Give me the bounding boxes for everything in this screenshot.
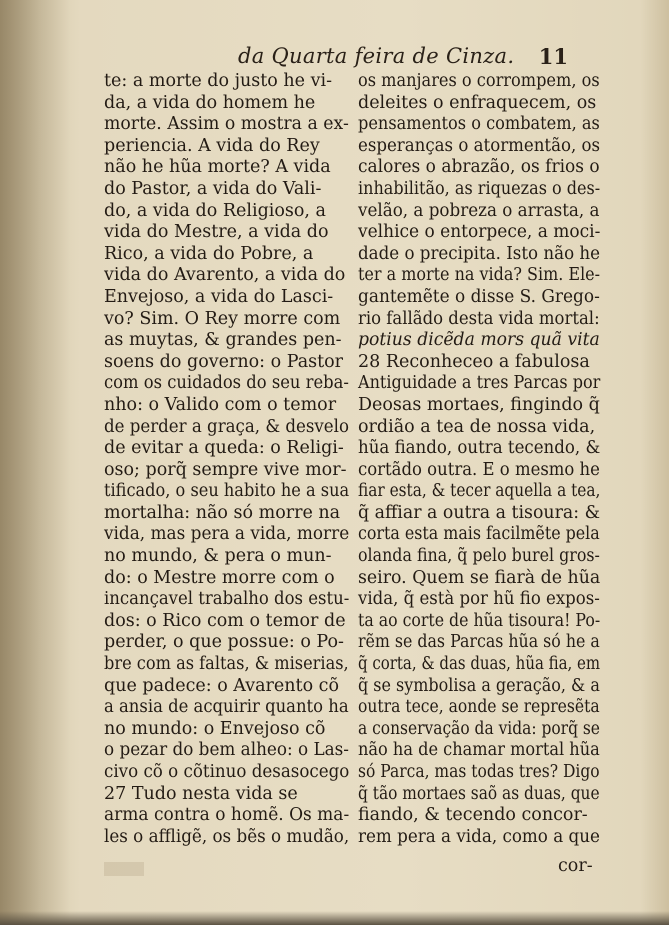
text-line: não he hũa morte? A vida — [104, 157, 331, 178]
text-line: os manjares o corrompem, os — [358, 71, 600, 91]
text-line: ter a morte na vida? Sim. Ele- — [358, 265, 601, 286]
page-bottom-edge — [0, 911, 669, 925]
text-line: velhice o entorpece, a moci- — [358, 222, 601, 243]
text-line: incançavel trabalho dos estu- — [104, 589, 350, 610]
text-line: ta ao corte de hũa tisoura! Po- — [358, 610, 601, 631]
text-line: q̃ tão mortaes saõ as duas, que — [358, 783, 600, 804]
text-line: q̃ corta, & das duas, hũa fia, em — [358, 654, 601, 675]
text-line: q̃ se symbolisa a geração, & a — [358, 675, 600, 696]
text-line: tificado, o seu habito he a sua — [104, 481, 350, 502]
text-line: rio fallãdo desta vida mortal: — [358, 308, 600, 329]
text-line: les o affligẽ, os bẽs o mudão, — [104, 826, 350, 847]
text-line: com os cuidados do seu reba- — [104, 373, 349, 394]
text-line: pensamentos o combatem, as — [358, 114, 600, 135]
text-line: perder, o que possue: o Po- — [104, 632, 344, 653]
running-title: da Quarta feira de Cinza. — [238, 44, 515, 68]
text-line: olanda fina, q̃ pelo burel gros- — [358, 546, 600, 567]
text-line: Antiguidade a tres Parcas por — [358, 373, 601, 394]
text-line: só Parca, mas todas tres? Digo — [358, 762, 600, 782]
text-line: oso; porq̃ sempre vive mor- — [104, 459, 347, 480]
text-line: de evitar a queda: o Religi- — [104, 438, 344, 459]
text-line: a ansia de acquirir quanto ha — [104, 697, 349, 718]
text-line: cortãdo outra. E o mesmo he — [358, 459, 600, 480]
right-text-column — [358, 71, 600, 848]
text-line: vida, q̃ està por hũ fio expos- — [358, 589, 600, 610]
text-line: vida do Mestre, a vida do — [104, 222, 329, 243]
text-line: Rico, a vida do Pobre, a — [104, 243, 314, 264]
text-line: 27 Tudo nesta vida se — [104, 783, 298, 804]
text-line: calores o abrazão, os frios o — [358, 157, 600, 178]
text-line: soens do governo: o Pastor — [104, 351, 344, 372]
text-line: deleites o enfraquecem, os — [358, 92, 597, 113]
text-line: ordião a tea de nossa vida, — [358, 416, 596, 437]
text-line: do Pastor, a vida do Vali- — [104, 178, 322, 199]
left-text-column — [104, 71, 349, 848]
text-line: rẽm se das Parcas hũa só he a — [358, 632, 600, 653]
text-line: dade o precipita. Isto não he — [358, 243, 601, 264]
text-line: o pezar do bem alheo: o Las- — [104, 740, 349, 761]
catchword: cor- — [558, 856, 593, 876]
text-line: periencia. A vida do Rey — [104, 135, 320, 156]
text-line: hũa fiando, outra tecendo, & — [358, 438, 601, 459]
text-line: corta esta mais facilmẽte pela — [358, 524, 600, 545]
text-line: inhabilitão, as riquezas o des- — [358, 178, 601, 199]
text-line: rem pera a vida, como a que — [358, 826, 600, 847]
text-line: a conservação da vida: porq̃ se — [358, 718, 600, 739]
text-line: potius dicẽda mors quã vita — [358, 330, 600, 351]
page-number: 11 — [538, 44, 568, 69]
bleed-through-mark — [104, 862, 144, 876]
text-line: fiando, & tecendo concor- — [358, 805, 588, 826]
text-line: Deosas mortaes, fingindo q̃ — [358, 394, 600, 415]
text-line: fiar esta, & tecer aquella a tea, — [358, 481, 601, 502]
text-line: 28 Reconheceo a fabulosa — [358, 351, 590, 372]
text-line: velão, a pobreza o arrasta, a — [358, 200, 600, 221]
text-line: não ha de chamar mortal hũa — [358, 740, 600, 761]
text-line: do, a vida do Religioso, a — [104, 200, 326, 221]
text-line: morte. Assim o mostra a ex- — [104, 114, 349, 135]
text-line: esperanças o atormentão, os — [358, 135, 601, 156]
text-line: arma contra o homẽ. Os ma- — [104, 805, 350, 826]
page-header — [238, 44, 568, 70]
text-line: dos: o Rico com o temor de — [104, 610, 346, 631]
text-line: que padece: o Avarento cõ — [104, 675, 340, 696]
text-line: do: o Mestre morre com o — [104, 567, 335, 588]
text-line: nho: o Valido com o temor — [104, 394, 337, 415]
text-line: seiro. Quem se fiarà de hũa — [358, 567, 601, 588]
text-line: bre com as faltas, & miserias, — [104, 654, 349, 675]
text-line: civo cõ o cõtinuo desasocego — [104, 762, 350, 782]
text-line: Envejoso, a vida do Lasci- — [104, 286, 334, 307]
text-line: as muytas, & grandes pen- — [104, 330, 342, 351]
text-line: vida, mas pera a vida, morre — [104, 524, 350, 545]
text-line: vo? Sim. O Rey morre com — [104, 308, 341, 329]
text-line: de perder a graça, & desvelo — [104, 416, 349, 437]
text-line: vida do Avarento, a vida do — [104, 265, 346, 286]
text-line: q̃ affiar a outra a tisoura: & — [358, 502, 601, 523]
text-line: no mundo: o Envejoso cõ — [104, 718, 326, 739]
text-line: da, a vida do homem he — [104, 92, 316, 113]
gutter-shadow — [0, 0, 70, 925]
text-line: mortalha: não só morre na — [104, 502, 341, 523]
text-line: te: a morte do justo he vi- — [104, 71, 332, 91]
text-line: no mundo, & pera o mun- — [104, 546, 332, 567]
text-line: gantemẽte o disse S. Grego- — [358, 286, 600, 307]
text-line: outra tece, aonde se represẽta — [358, 697, 600, 718]
